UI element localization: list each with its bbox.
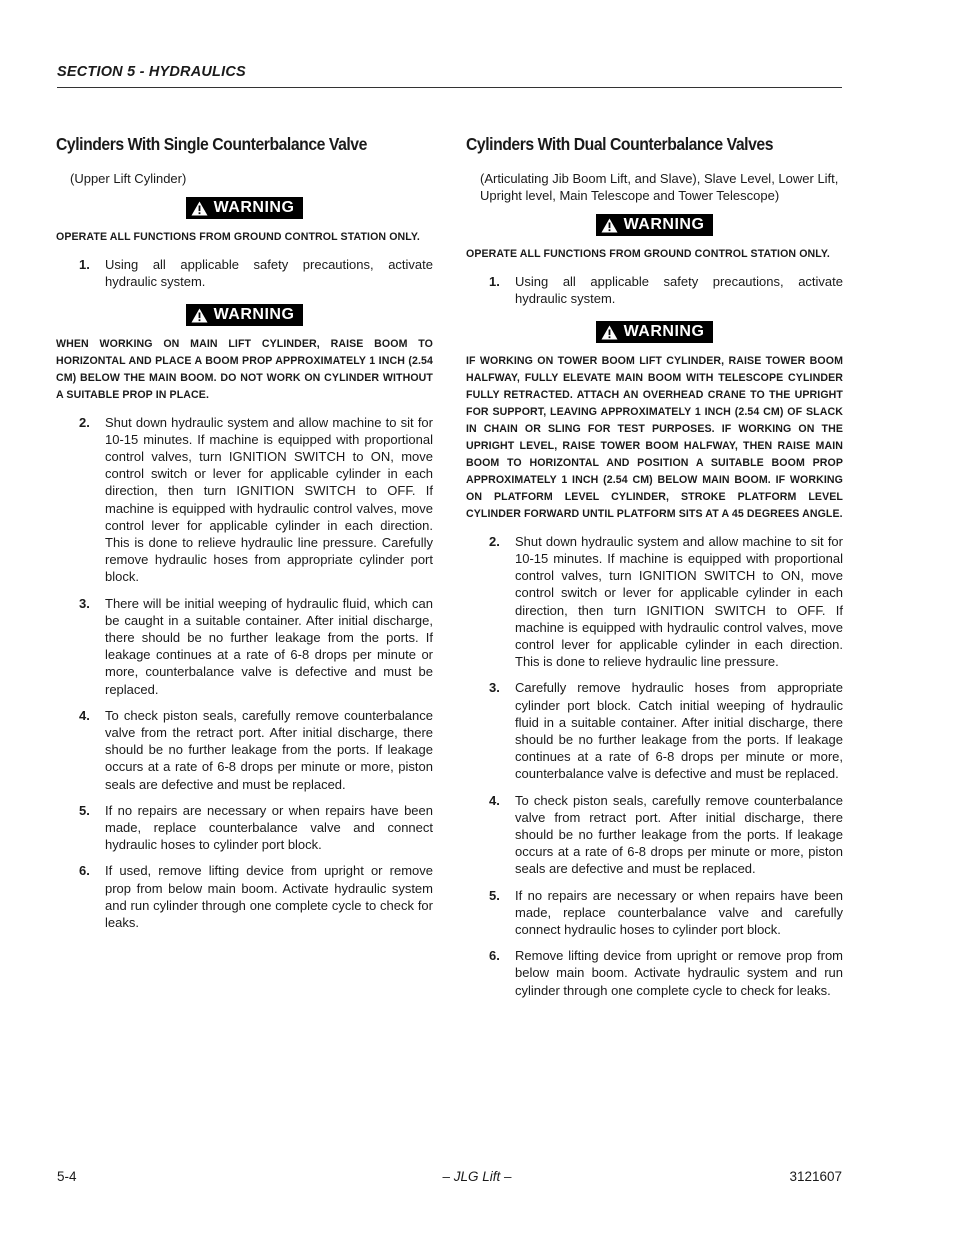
steps-list bbox=[56, 414, 433, 932]
warning-label: WARNING bbox=[213, 199, 295, 217]
warning-text: OPERATE ALL FUNCTIONS FROM GROUND CONTROL STATION ONLY. bbox=[56, 230, 420, 243]
footer-brand: – JLG Lift – bbox=[442, 1169, 512, 1184]
list-item bbox=[466, 887, 843, 939]
step-text: Remove lifting device from upright or remove prop from below main boom. Activate hydraulic system and run cylinder through one complete cycle to check for leaks. bbox=[515, 948, 843, 998]
right-column bbox=[466, 134, 843, 1008]
step-text: If used, remove lifting device from upright or remove prop from below main boom. Activate hydraulic system and run cylinder through one complete cycle to check for leaks. bbox=[105, 863, 433, 931]
step-number: 1. bbox=[79, 256, 90, 272]
list-item bbox=[56, 256, 433, 290]
page-number: 5-4 bbox=[57, 1169, 77, 1184]
list-item bbox=[56, 595, 433, 698]
list-item bbox=[466, 947, 843, 999]
warning-label: WARNING bbox=[623, 216, 705, 234]
step-text: Using all applicable safety precautions, activate hydraulic system. bbox=[105, 256, 433, 289]
intro-text: (Upper Lift Cylinder) bbox=[70, 171, 187, 186]
warning-badge bbox=[596, 214, 714, 236]
warning-banner bbox=[56, 304, 433, 328]
warning-banner bbox=[466, 214, 843, 238]
list-item bbox=[466, 273, 843, 307]
step-number: 4. bbox=[79, 707, 90, 723]
warning-triangle-icon bbox=[191, 201, 208, 216]
list-item bbox=[56, 862, 433, 931]
step-text: To check piston seals, carefully remove counterbalance valve from retract port. After initial discharge, there should be no further leakage from the ports. If leakage occurs at a rate of 6-8 drops per minute or more, piston seals are defective and must be replaced. bbox=[515, 792, 843, 877]
steps-list bbox=[466, 533, 843, 999]
section-title-single: Cylinders With Single Counterbalance Valve bbox=[56, 134, 367, 154]
list-item bbox=[56, 707, 433, 793]
warning-text: WHEN WORKING ON MAIN LIFT CYLINDER, RAISE BOOM TO HORIZONTAL AND PLACE A BOOM PROP APPROXIMATELY 1 INCH (2.54 CM) BELOW THE MAIN BOOM. DO NOT WORK ON CYLINDER WITHOUT A SUITABLE PROP IN PLACE. bbox=[56, 337, 433, 401]
list-item bbox=[466, 792, 843, 878]
list-item bbox=[56, 414, 433, 586]
list-item bbox=[56, 802, 433, 854]
warning-text: OPERATE ALL FUNCTIONS FROM GROUND CONTROL STATION ONLY. bbox=[466, 247, 830, 260]
step-number: 1. bbox=[489, 273, 500, 289]
step-text: To check piston seals, carefully remove counterbalance valve from the retract port. After initial discharge, there should be no further leakage from the ports. If leakage occurs at a rate of 6-8 drops per minute or more, piston seals are defective and must be replaced. bbox=[105, 707, 433, 792]
warning-text: IF WORKING ON TOWER BOOM LIFT CYLINDER, RAISE TOWER BOOM HALFWAY, FULLY ELEVATE MAIN BOOM WITH TELESCOPE CYLINDER FULLY RETRACTED. ATTACH AN OVERHEAD CRANE TO THE UPRIGHT FOR SUPPORT, LEAVING APPROXIMATELY 1 INCH (2.54 CM) OF SLACK IN CHAIN OR SLING FOR TEST PURPOSES. IF WORKING ON THE UPRIGHT LEVEL, RAISE TOWER BOOM HALFWAY, THEN RAISE MAIN BOOM TO HORIZONTAL AND POSITION A SUITABLE BOOM PROP APPROXIMATELY 1 INCH (2.54 CM) BELOW MAIN BOOM. IF WORKING ON PLATFORM LEVEL CYLINDER, STROKE PLATFORM LEVEL CYLINDER FORWARD UNTIL PLATFORM SITS AT A 45 DEGREES ANGLE. bbox=[466, 354, 843, 520]
warning-triangle-icon bbox=[191, 308, 208, 323]
step-text: Using all applicable safety precautions, activate hydraulic system. bbox=[515, 273, 843, 307]
steps-list bbox=[466, 273, 843, 307]
step-text: Carefully remove hydraulic hoses from appropriate cylinder port block. Catch initial weeping of hydraulic fluid in a suitable container. After initial discharge, there should be no further leakage from the ports. If leakage continues at a rate of 6-8 drops per minute or more, counterbalance valve is defective and must be replaced. bbox=[515, 680, 843, 782]
warning-badge bbox=[186, 304, 304, 326]
step-text: Shut down hydraulic system and allow machine to sit for 10-15 minutes. If machine is equipped with proportional control valves, turn IGNITION SWITCH to ON, move control switch or lever for applicable cylinder in each direction, then turn IGNITION SWITCH to OFF. If machine is equipped with hydraulic control valves, move control lever for applicable cylinder in each direction. This is done to relieve hydraulic line pressure. bbox=[515, 533, 843, 670]
step-text: If no repairs are necessary or when repairs have been made, replace counterbalance valve and carefully connect hydraulic hoses to cylinder port block. bbox=[515, 887, 843, 938]
step-number: 3. bbox=[489, 680, 500, 696]
step-number: 5. bbox=[489, 887, 500, 903]
step-number: 5. bbox=[79, 802, 90, 818]
step-number: 6. bbox=[79, 863, 90, 879]
step-text: If no repairs are necessary or when repairs have been made, replace counterbalance valve and connect hydraulic hoses to cylinder port block. bbox=[105, 802, 433, 853]
warning-label: WARNING bbox=[213, 306, 295, 324]
warning-banner bbox=[56, 197, 433, 221]
left-column bbox=[56, 134, 433, 940]
warning-badge bbox=[596, 321, 714, 343]
steps-list bbox=[56, 256, 433, 290]
step-text: There will be initial weeping of hydraulic fluid, which can be caught in a suitable container. After initial discharge, there should be no further leakage from the ports. If leakage continues at a rate of 6-8 drops per minute or more, counterbalance valve is defective and must be replaced. bbox=[105, 595, 433, 697]
warning-triangle-icon bbox=[601, 325, 618, 340]
list-item bbox=[466, 679, 843, 782]
list-item bbox=[466, 533, 843, 671]
warning-banner bbox=[466, 321, 843, 345]
warning-triangle-icon bbox=[601, 218, 618, 233]
step-number: 6. bbox=[489, 948, 500, 964]
section-header: SECTION 5 - HYDRAULICS bbox=[57, 64, 842, 88]
warning-badge bbox=[186, 197, 304, 219]
document-number: 3121607 bbox=[789, 1169, 842, 1184]
step-number: 2. bbox=[79, 414, 90, 430]
step-number: 2. bbox=[489, 533, 500, 549]
step-number: 4. bbox=[489, 792, 500, 808]
step-number: 3. bbox=[79, 595, 90, 611]
intro-text: (Articulating Jib Boom Lift, and Slave), Slave Level, Lower Lift, Upright level, Main Telescope and Tower Telescope) bbox=[480, 171, 839, 204]
warning-label: WARNING bbox=[623, 323, 705, 341]
section-title-dual: Cylinders With Dual Counterbalance Valves bbox=[466, 134, 774, 154]
step-text: Shut down hydraulic system and allow machine to sit for 10-15 minutes. If machine is equipped with proportional control valves, turn IGNITION SWITCH to ON, move control switch or lever for applicable cylinder in each direction, then turn IGNITION SWITCH to OFF. If machine is equipped with hydraulic control valves, move control lever for applicable cylinder in each direction. This is done to relieve hydraulic line pressure. Carefully remove hydraulic hoses from appropriate cylinder port block. bbox=[105, 414, 433, 585]
